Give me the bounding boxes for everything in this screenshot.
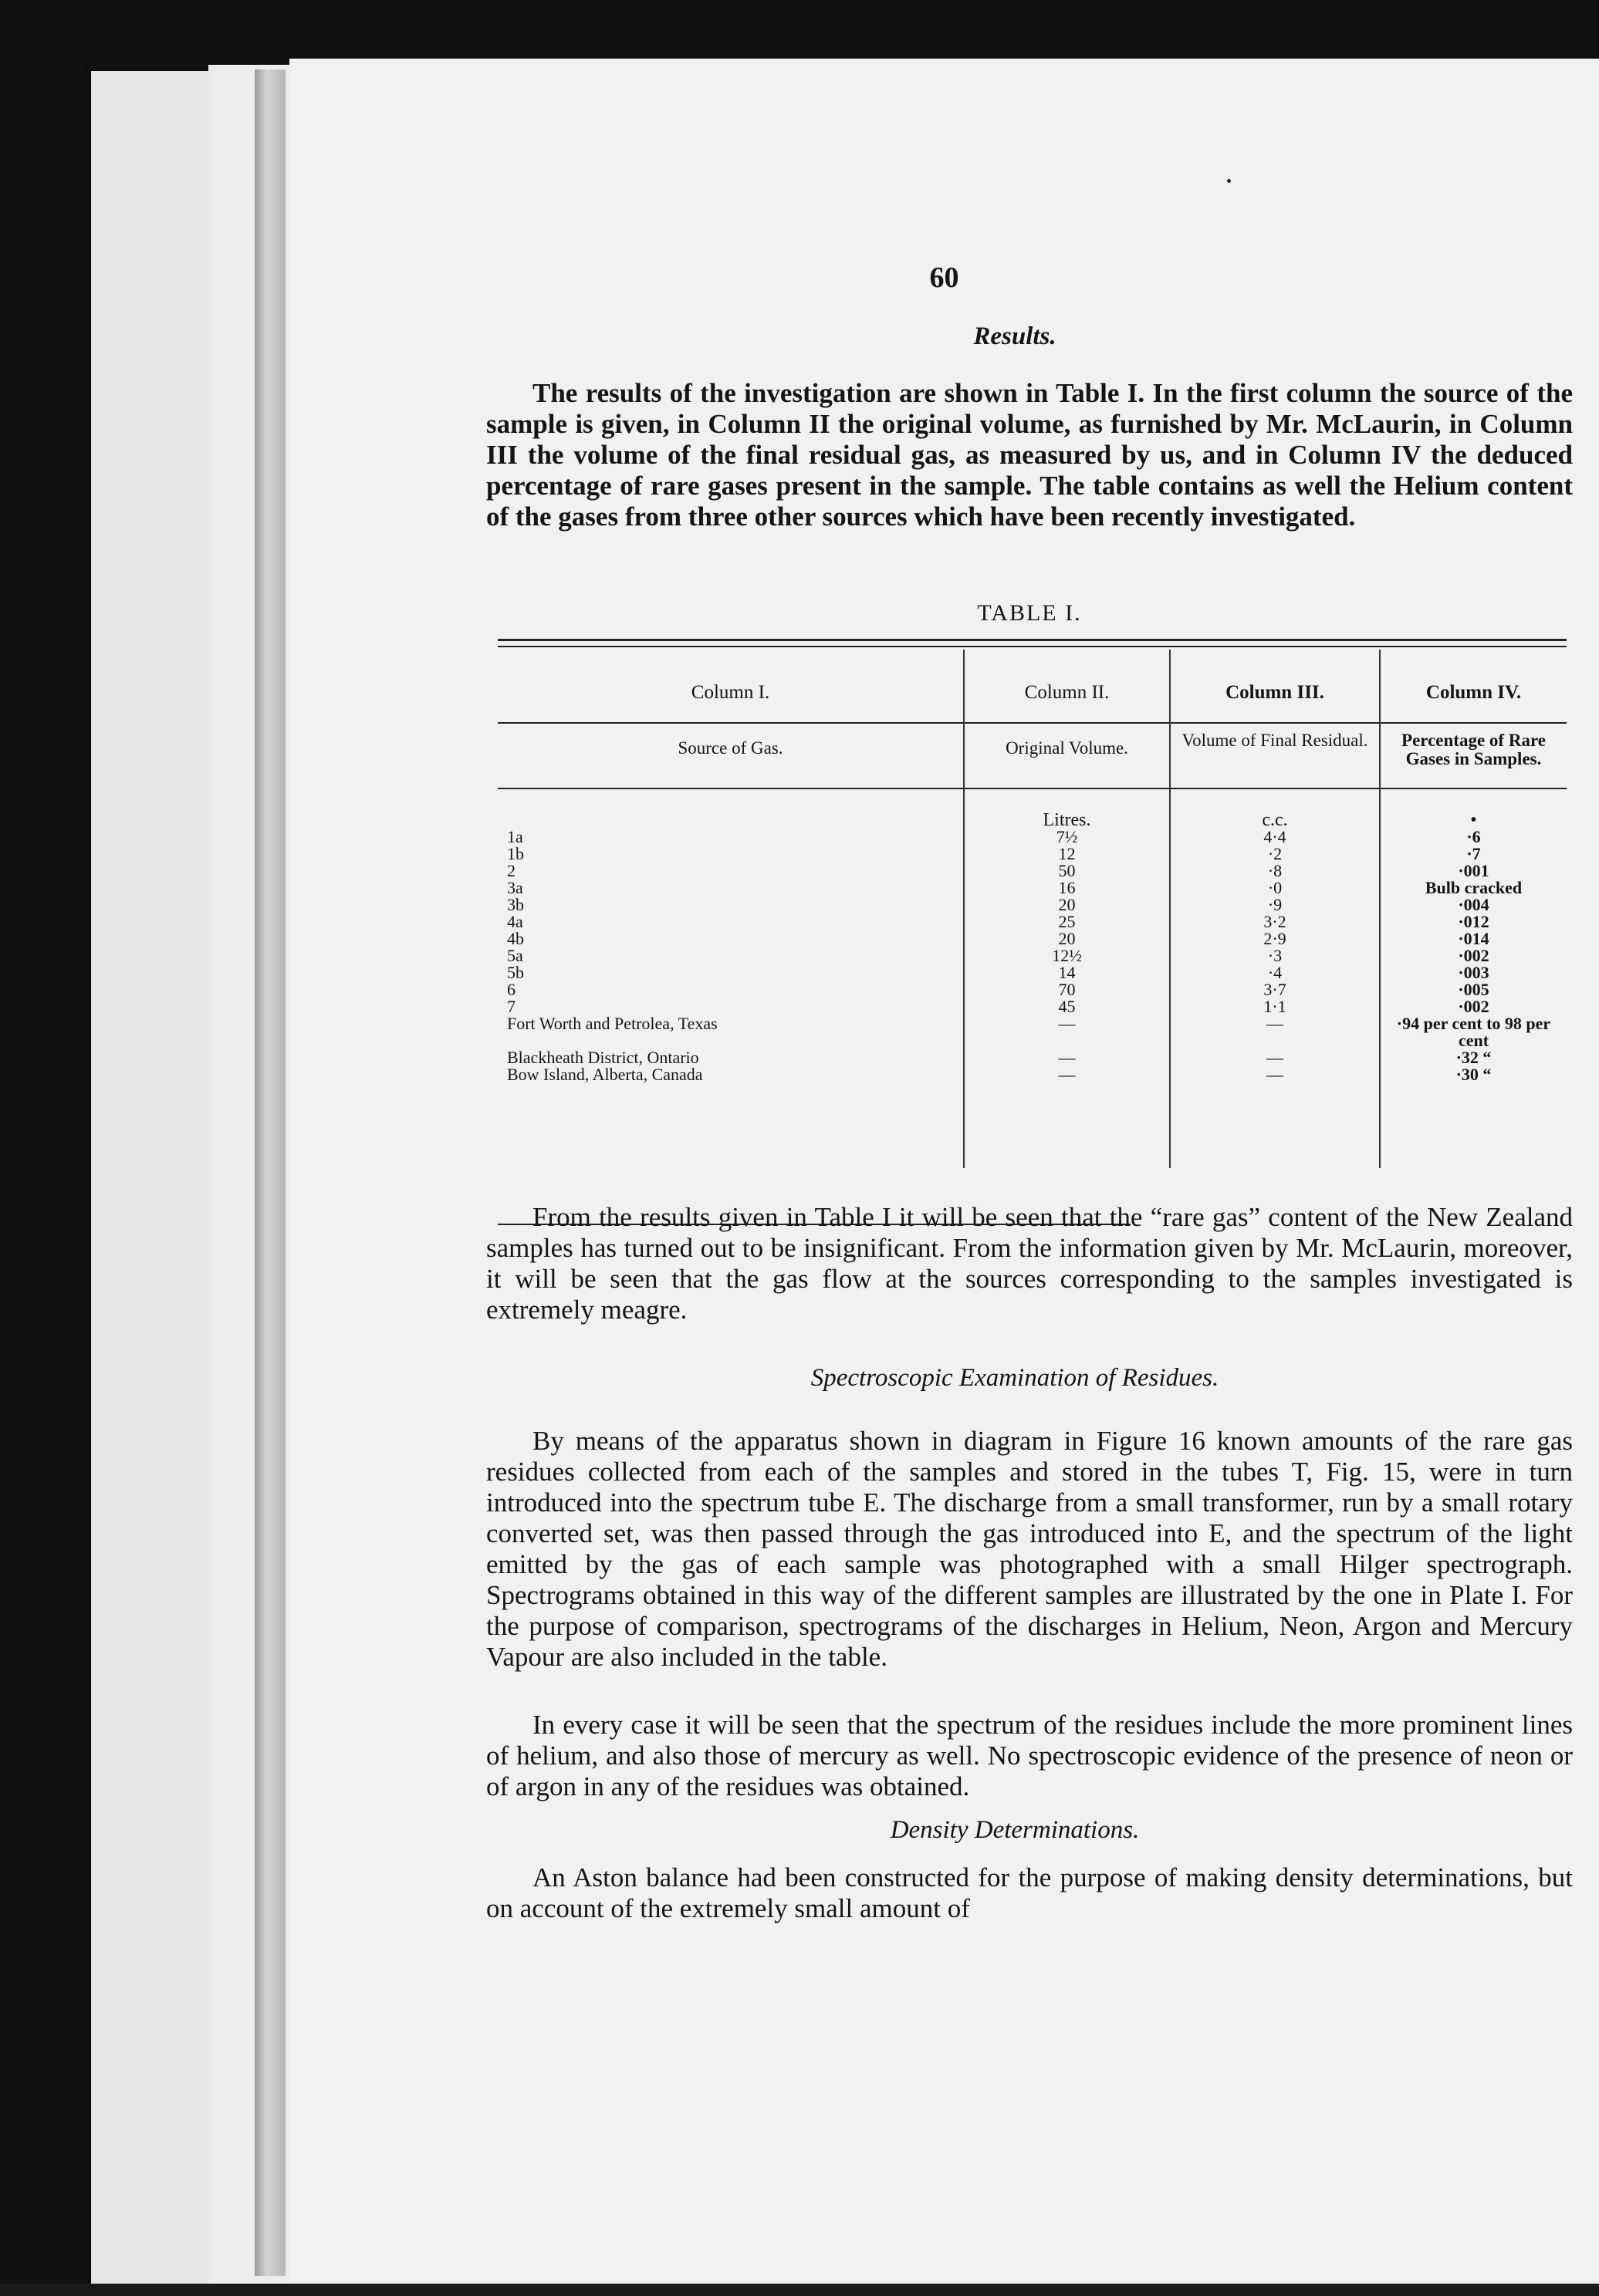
column-header: Column I.: [691, 682, 770, 703]
column-subheader: Original Volume.: [1006, 738, 1128, 758]
table-cell-percent: ·7: [1466, 844, 1481, 863]
column-rows: [1171, 829, 1379, 1083]
table-cell-percent: ·002: [1458, 997, 1489, 1016]
table-cell-source: 3a: [507, 880, 523, 896]
table-cell-residual: ·3: [1267, 946, 1283, 965]
table-cell-percent: ·32 “: [1455, 1048, 1492, 1067]
table-rule-subheader: [498, 788, 1567, 789]
results-table: [498, 639, 1567, 1217]
table-rule-top: [498, 639, 1567, 641]
table-cell-percent: ·003: [1458, 963, 1489, 982]
density-heading: Density Determinations.: [890, 1816, 1140, 1844]
table-cell-residual: ·0: [1267, 878, 1283, 897]
table-cell-percent: ·94 per cent to 98 per cent: [1396, 1014, 1551, 1050]
document-page: [289, 59, 1599, 2281]
table-cell-source: Bow Island, Alberta, Canada: [507, 1066, 703, 1083]
table-cell-source: 1b: [507, 846, 524, 863]
table-cell-original: 25: [1058, 912, 1076, 931]
table-cell-residual: ·4: [1267, 963, 1283, 982]
column-unit: •: [1470, 810, 1477, 830]
table-cell-percent: ·012: [1458, 912, 1489, 931]
results-heading: Results.: [973, 322, 1056, 350]
table-cell-source: 2: [507, 863, 516, 880]
table-cell-residual: 4·4: [1263, 827, 1286, 846]
table-cell-percent: ·004: [1458, 895, 1489, 914]
table-cell-residual: 3·2: [1263, 912, 1286, 931]
table-title: TABLE I.: [977, 600, 1082, 626]
table-cell-original: 50: [1058, 861, 1076, 880]
table-rule-header: [498, 722, 1567, 724]
table-cell-residual: ·9: [1267, 895, 1283, 914]
column-unit: c.c.: [1262, 810, 1288, 830]
table-cell-source: 3b: [507, 896, 524, 913]
column-unit: Litres.: [1043, 810, 1091, 830]
table-rule-top-double: [498, 646, 1567, 647]
table-cell-residual: ·2: [1267, 844, 1283, 863]
column-rows: [1381, 829, 1567, 1083]
ink-speck: [1227, 179, 1231, 183]
column-subheader: Percentage of Rare Gases in Samples.: [1401, 731, 1546, 768]
column-subheader: Source of Gas.: [678, 738, 783, 758]
table-cell-source: Fort Worth and Petrolea, Texas: [507, 1015, 718, 1033]
findings-paragraph: From the results given in Table I it will be seen that the “rare gas” content of the New Zealand samples has turned out to be insignificant. From the information given by Mr. McLaurin, moreover, it will be seen that the gas flow at the sources corresponding to the samples investigated is extremely meagre.: [486, 1202, 1573, 1325]
page-number: 60: [929, 262, 959, 294]
table-cell-original: 12½: [1052, 946, 1082, 965]
column-header: Column IV.: [1425, 682, 1522, 703]
table-cell-source: 4a: [507, 913, 523, 930]
results-paragraph: The results of the investigation are shown in Table I. In the first column the source of the sample is given, in Column II the original volume, as furnished by Mr. McLaurin, in Column III the volume of the final residual gas, as measured by us, and in Column IV the deduced percentage of rare gases present in the sample. The table contains as well the Helium content of the gases from three other sources which have been recently investigated.: [486, 378, 1573, 532]
table-cell-original: —: [1058, 1048, 1076, 1067]
spectroscopic-paragraph: By means of the apparatus shown in diagram in Figure 16 known amounts of the rare gas residues collected from each of the samples and stored in the tubes T, Fig. 15, were in turn introduced into the spectrum tube E. The discharge from a small transformer, run by a small rotary converted set, was then passed through the gas introduced into E, and the spectrum of the light emitted by the gas of each sample was photographed with a small Hilger spectrograph. Spectrograms obtained in this way of the different samples are illustrated by the one in Plate I. For the purpose of comparison, spectrograms of the discharges in Helium, Neon, Argon and Mercury Vapour are also included in the table.: [486, 1426, 1573, 1672]
table-cell-original: —: [1058, 1014, 1076, 1033]
table-cell-source: 4b: [507, 930, 524, 947]
table-cell-original: 45: [1058, 997, 1076, 1016]
table-cell-residual: 3·7: [1263, 980, 1286, 999]
table-cell-residual: 1·1: [1263, 997, 1286, 1016]
column-rows: [965, 829, 1169, 1083]
table-cell-residual: ·8: [1267, 861, 1283, 880]
density-paragraph: An Aston balance had been constructed for the purpose of making density determinations, but on account of the extremely small amount of: [486, 1862, 1573, 1923]
table-cell-original: 20: [1058, 895, 1076, 914]
table-cell-residual: —: [1266, 1065, 1283, 1084]
table-cell-original: 14: [1058, 963, 1076, 982]
table-cell-original: 16: [1058, 878, 1076, 897]
table-cell-percent: ·002: [1458, 946, 1489, 965]
table-cell-residual: 2·9: [1263, 929, 1286, 948]
table-cell-percent: ·014: [1458, 929, 1489, 948]
table-cell-source: 5a: [507, 947, 523, 964]
scan-border: [0, 2284, 1599, 2296]
table-cell-source: 1a: [507, 829, 523, 846]
table-cell-source: 7: [507, 998, 516, 1015]
table-cell-source: Blackheath District, Ontario: [507, 1049, 699, 1066]
table-cell-residual: —: [1266, 1014, 1283, 1033]
table-cell-percent: Bulb cracked: [1425, 878, 1523, 897]
table-cell-percent: ·001: [1458, 861, 1489, 880]
page-binding-shadow: [255, 69, 286, 2276]
table-cell-source: 6: [507, 981, 516, 998]
column-rows: [498, 829, 963, 1083]
table-cell-original: 7½: [1056, 827, 1078, 846]
table-cell-percent: ·6: [1466, 827, 1481, 846]
table-cell-percent: ·005: [1458, 980, 1489, 999]
column-header: Column II.: [1024, 682, 1110, 703]
table-cell-residual: —: [1266, 1048, 1283, 1067]
table-cell-original: 12: [1058, 844, 1076, 863]
spectrum-results-paragraph: In every case it will be seen that the spectrum of the residues include the more prominent lines of helium, and also those of mercury as well. No spectroscopic evidence of the presence of neon or of argon in any of the residues was obtained.: [486, 1710, 1573, 1801]
column-header: Column III.: [1225, 682, 1324, 703]
table-cell-percent: ·30 “: [1455, 1065, 1492, 1084]
table-cell-original: —: [1058, 1065, 1076, 1084]
table-cell-original: 70: [1058, 980, 1076, 999]
table-cell-source: 5b: [507, 964, 524, 981]
column-subheader: Volume of Final Residual.: [1182, 731, 1368, 750]
spectroscopic-heading: Spectroscopic Examination of Residues.: [810, 1364, 1219, 1392]
table-cell-original: 20: [1058, 929, 1076, 948]
